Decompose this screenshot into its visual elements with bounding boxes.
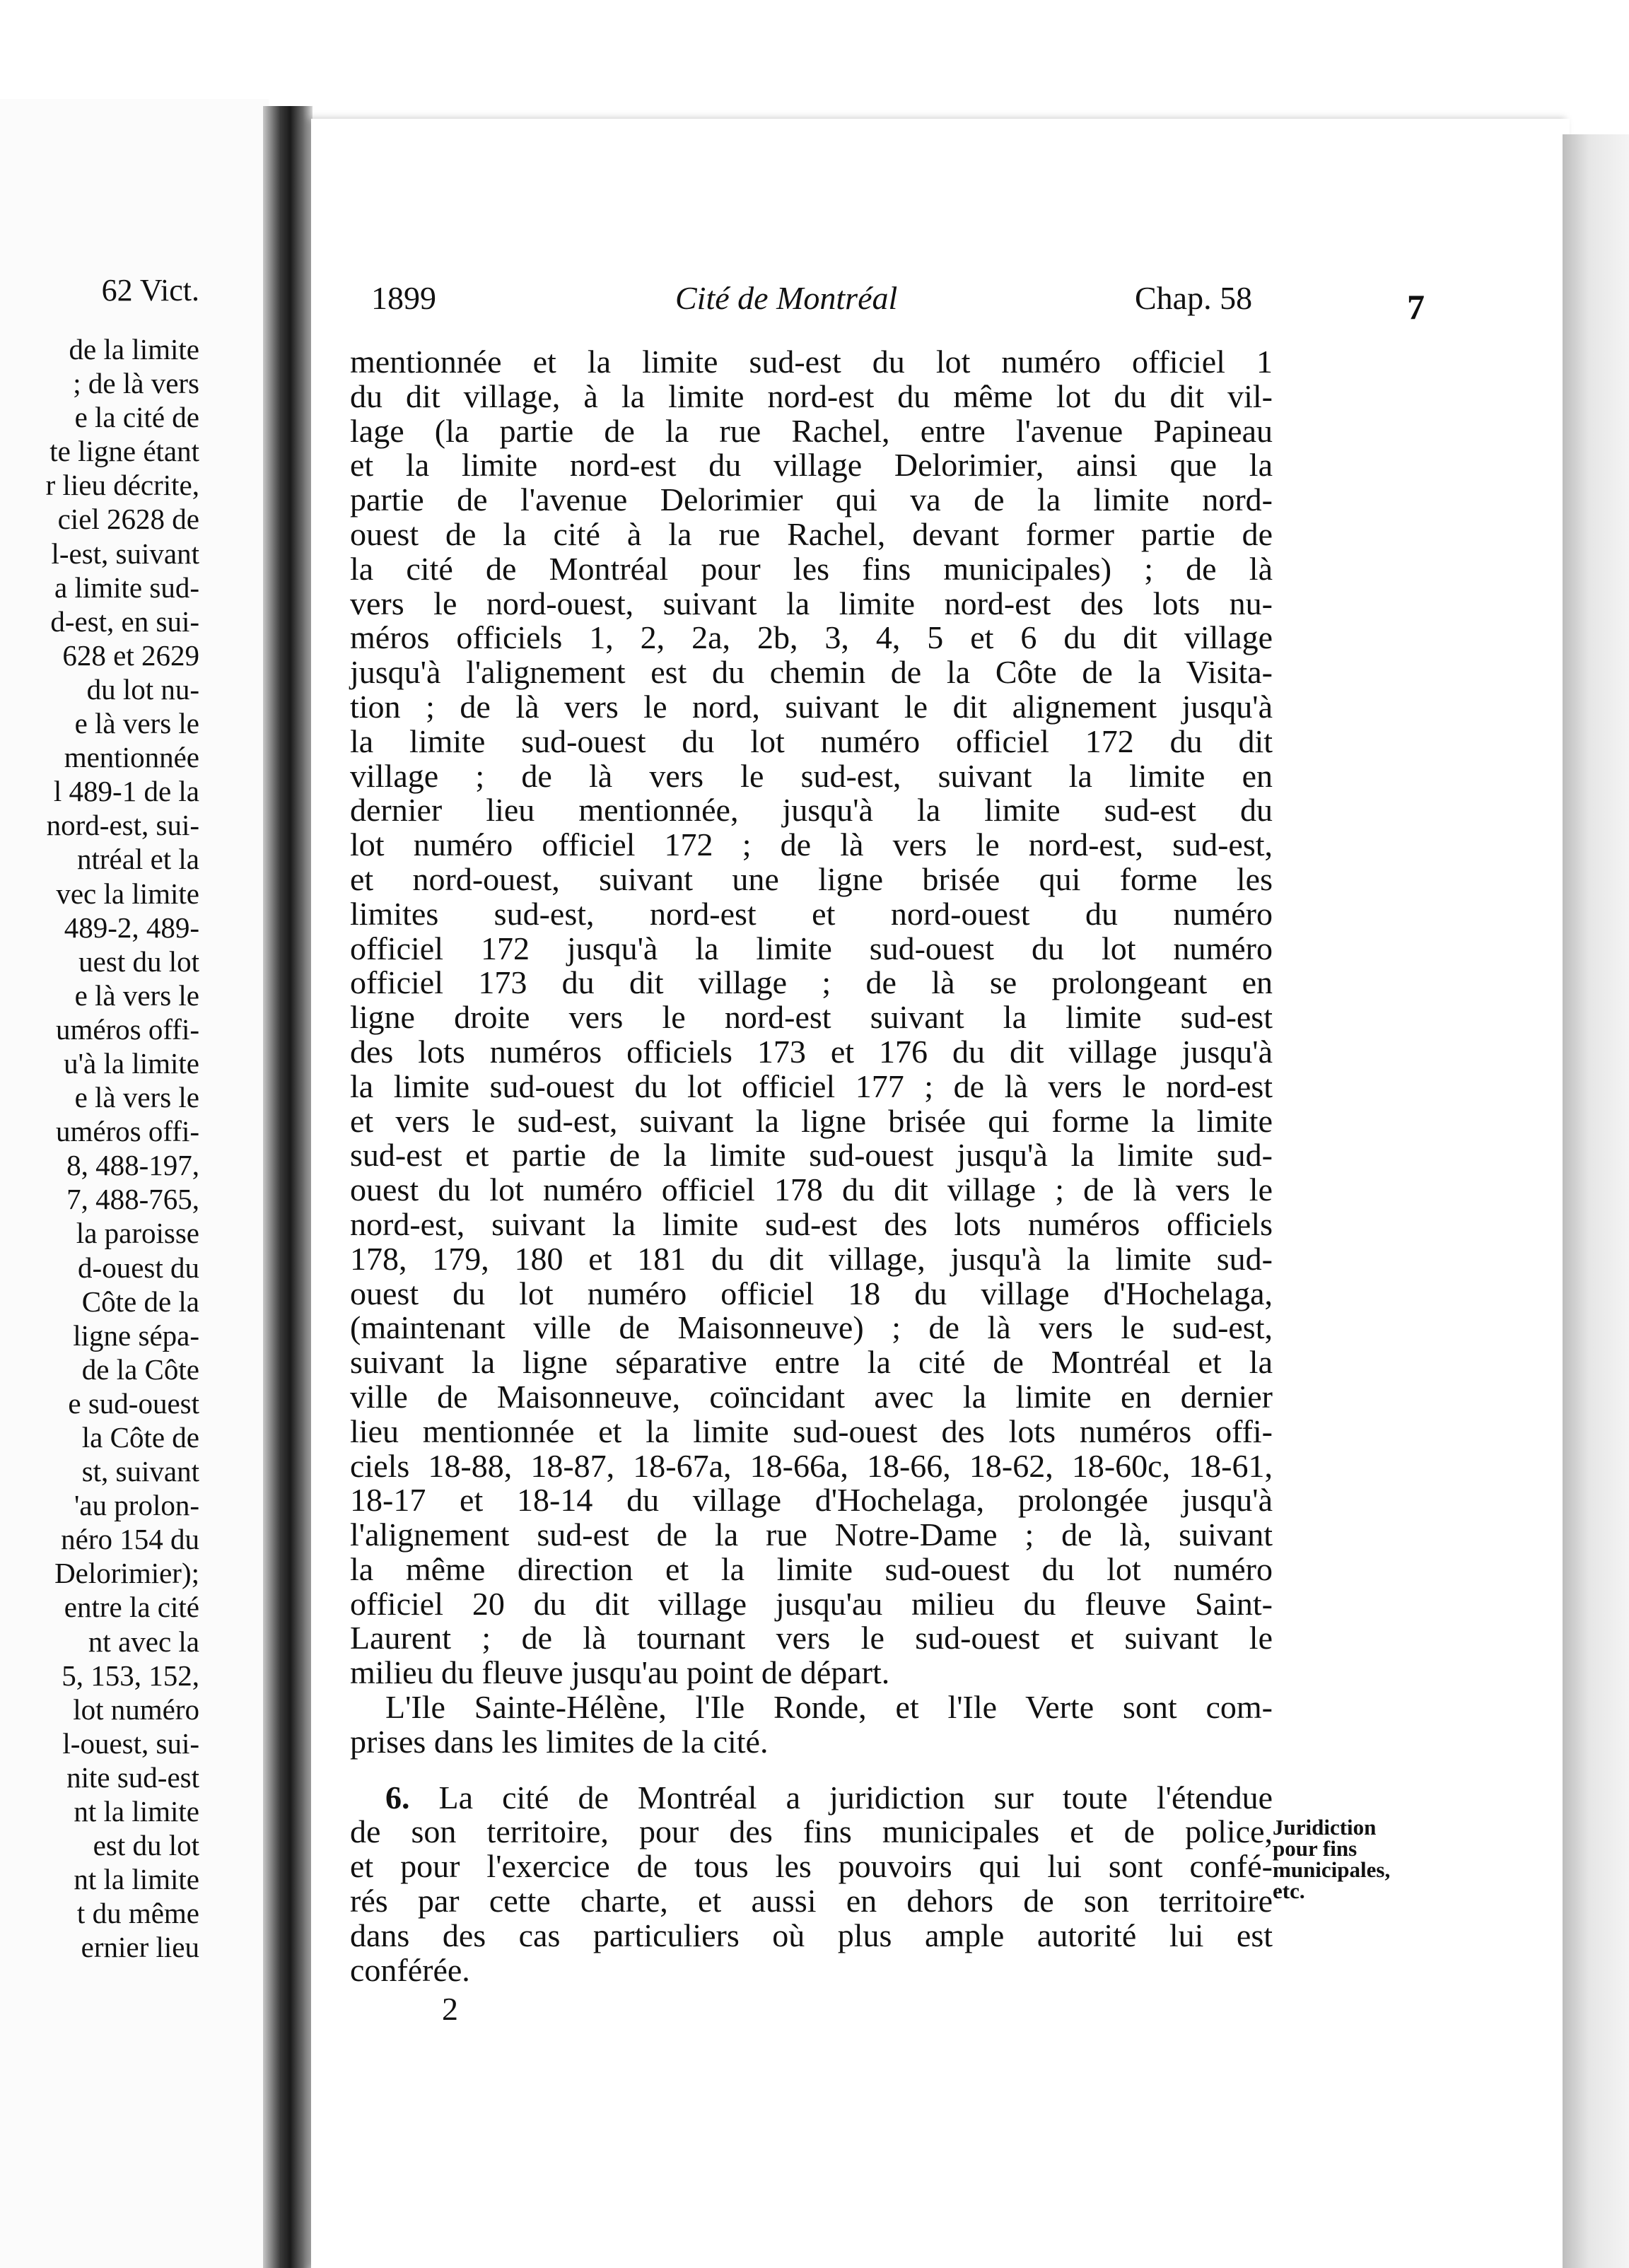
margin-note-line: etc. <box>1273 1878 1305 1903</box>
facing-text-line: lot numéro <box>73 1693 199 1726</box>
facing-text-line: ; de là vers <box>73 367 199 400</box>
facing-text-line: nt la limite <box>74 1795 199 1828</box>
text-line: village ; de là vers le sud-est, suivant la limite en <box>350 757 1273 794</box>
facing-text-line: ligne sépa- <box>73 1319 199 1352</box>
facing-text-line: l-est, suivant <box>51 537 199 570</box>
facing-text-line: la paroisse <box>76 1217 199 1250</box>
running-head <box>371 279 1432 322</box>
facing-text-line: uméros offi- <box>55 1012 199 1046</box>
facing-text-line: a limite sud- <box>54 571 199 604</box>
text-line: et vers le sud-est, suivant la ligne brisée qui forme la limite <box>350 1102 1273 1139</box>
text-line: l'alignement sud-est de la rue Notre-Dame ; de là, suivant <box>350 1516 1273 1553</box>
text-line: officiel 20 du dit village jusqu'au milieu du fleuve Saint- <box>350 1585 1273 1622</box>
text-line: conférée. <box>350 1951 470 1988</box>
facing-page-header: 62 Vict. <box>101 273 199 308</box>
facing-text-line: st, suivant <box>81 1455 199 1488</box>
text-line: des lots numéros officiels 173 et 176 du dit village jusqu'à <box>350 1033 1273 1070</box>
text-line: suivant la ligne séparative entre la cité de Montréal et la <box>350 1344 1273 1381</box>
facing-page <box>0 99 269 2268</box>
facing-text-line: 489-2, 489- <box>64 911 199 944</box>
page-edge <box>1563 134 1629 2268</box>
text-line: méros officiels 1, 2, 2a, 2b, 3, 4, 5 et 6 du dit village <box>350 619 1273 656</box>
page-number: 7 <box>1407 287 1425 327</box>
boundary-paragraph <box>350 345 1273 1690</box>
text-line: dernier lieu mentionnée, jusqu'à la limite sud-est du <box>350 792 1273 829</box>
section-number: 6. <box>385 1779 410 1816</box>
text-line: la cité de Montréal pour les fins municipales) ; de là <box>350 550 1273 587</box>
text-line: dans des cas particuliers où plus ample autorité lui est <box>350 1917 1273 1953</box>
facing-text-line: ntréal et la <box>76 843 199 876</box>
text-line: partie de l'avenue Delorimier qui va de la limite nord- <box>350 481 1273 518</box>
text-line: mentionnée et la limite sud-est du lot numéro officiel 1 <box>350 344 1273 380</box>
margin-note <box>1273 1817 1400 1902</box>
facing-text-line: uméros offi- <box>55 1115 199 1148</box>
facing-text-line: 8, 488-197, <box>66 1149 199 1182</box>
text-line: officiel 172 jusqu'à la limite sud-ouest du lot numéro <box>350 930 1273 966</box>
facing-text-line: ernier lieu <box>81 1931 199 1964</box>
text-line: du dit village, à la limite nord-est du même lot du dit vil- <box>350 378 1273 414</box>
text-line: ville de Maisonneuve, coïncidant avec la limite en dernier <box>350 1378 1273 1415</box>
margin-note-line: Juridiction <box>1273 1815 1377 1840</box>
facing-text-line: de la limite <box>69 333 199 366</box>
text-line: lieu mentionnée et la limite sud-ouest des lots numéros offi- <box>350 1413 1273 1449</box>
text-line: la limite sud-ouest du lot officiel 177 ; de là vers le nord-est <box>350 1068 1273 1104</box>
text-line: ouest de la cité à la rue Rachel, devant former partie de <box>350 515 1273 552</box>
header-year: 1899 <box>371 280 436 316</box>
facing-text-line: d-ouest du <box>78 1251 199 1284</box>
facing-text-line: r lieu décrite, <box>45 469 199 502</box>
signature-mark: 2 <box>442 1991 458 2027</box>
facing-text-line: nord-est, sui- <box>46 809 199 842</box>
text-line: L'Ile Sainte-Hélène, l'Ile Ronde, et l'Ile Verte sont com- <box>385 1689 1273 1726</box>
text-line: rés par cette charte, et aussi en dehors de son territoire <box>350 1883 1273 1919</box>
facing-text-line: 628 et 2629 <box>62 638 199 672</box>
text-line: milieu du fleuve jusqu'au point de départ. <box>350 1654 890 1691</box>
facing-text-line: e là vers le <box>74 978 199 1012</box>
facing-text-line: vec la limite <box>56 877 199 910</box>
section-6-first-line: 6. La cité de Montréal a juridiction sur toute l'étendue <box>385 1779 1273 1816</box>
text-line: limites sud-est, nord-est et nord-ouest du numéro <box>350 895 1273 932</box>
text-line: tion ; de là vers le nord, suivant le dit alignement jusqu'à <box>350 688 1273 725</box>
text-line: 178, 179, 180 et 181 du dit village, jusqu'à la limite sud- <box>350 1240 1273 1277</box>
section-6 <box>350 1781 1273 1988</box>
facing-text-line: d-est, en sui- <box>50 604 199 638</box>
facing-text-line: la Côte de <box>81 1421 199 1454</box>
facing-page-text <box>0 332 199 1965</box>
facing-text-line: ciel 2628 de <box>57 503 199 536</box>
text-line: de son territoire, pour des fins municipales et de police, <box>350 1813 1273 1850</box>
facing-text-line: te ligne étant <box>49 435 199 468</box>
facing-text-line: entre la cité <box>64 1591 199 1624</box>
text-line: la limite sud-ouest du lot numéro officiel 172 du dit <box>350 723 1273 759</box>
facing-text-line: nt la limite <box>74 1863 199 1896</box>
facing-text-line: du lot nu- <box>86 672 199 706</box>
header-chapter: Chap. 58 <box>1135 280 1253 316</box>
margin-note-line: municipales, <box>1273 1857 1391 1882</box>
facing-text-line: e là vers le <box>74 707 199 740</box>
facing-text-line: mentionnée <box>64 741 199 774</box>
facing-text-line: nite sud-est <box>66 1760 199 1794</box>
text-line: la même direction et la limite sud-ouest du lot numéro <box>350 1550 1273 1587</box>
text-line: lage (la partie de la rue Rachel, entre l'avenue Papineau <box>350 412 1273 449</box>
facing-text-line: l 489-1 de la <box>53 775 199 808</box>
text-line: nord-est, suivant la limite sud-est des lots numéros officiels <box>350 1205 1273 1242</box>
header-title: Cité de Montréal <box>675 280 898 316</box>
facing-text-line: Côte de la <box>81 1285 199 1318</box>
text-line: (maintenant ville de Maisonneuve) ; de là vers le sud-est, <box>350 1309 1273 1346</box>
facing-text-line: 7, 488-765, <box>66 1183 199 1216</box>
body-text <box>350 345 1273 1987</box>
facing-text-line: u'à la limite <box>64 1046 199 1080</box>
text-line: et la limite nord-est du village Delorimier, ainsi que la <box>350 447 1273 484</box>
islands-paragraph <box>350 1690 1273 1760</box>
text-line: et nord-ouest, suivant une ligne brisée qui forme les <box>350 860 1273 897</box>
facing-text-line: de la Côte <box>81 1352 199 1386</box>
text-line: ouest du lot numéro officiel 178 du dit village ; de là vers le <box>350 1171 1273 1208</box>
text-line: ciels 18-88, 18-87, 18-67a, 18-66a, 18-66, 18-62, 18-60c, 18-61, <box>350 1447 1273 1484</box>
text-line: jusqu'à l'alignement est du chemin de la Côte de la Visita- <box>350 654 1273 691</box>
facing-text-line: t du même <box>76 1897 199 1930</box>
facing-text-line: l-ouest, sui- <box>62 1726 199 1760</box>
text-line: 18-17 et 18-14 du village d'Hochelaga, prolongée jusqu'à <box>350 1482 1273 1519</box>
facing-text-line: e sud-ouest <box>68 1386 199 1420</box>
facing-text-line: e là vers le <box>74 1081 199 1114</box>
facing-text-line: néro 154 du <box>61 1523 199 1556</box>
facing-text-line: e la cité de <box>74 401 199 434</box>
text-line: ligne droite vers le nord-est suivant la limite sud-est <box>350 999 1273 1036</box>
facing-text-line: nt avec la <box>88 1625 199 1658</box>
text-line: sud-est et partie de la limite sud-ouest jusqu'à la limite sud- <box>350 1137 1273 1174</box>
text-line: lot numéro officiel 172 ; de là vers le nord-est, sud-est, <box>350 826 1273 863</box>
text-line: ouest du lot numéro officiel 18 du village d'Hochelaga, <box>350 1275 1273 1311</box>
facing-text-line: est du lot <box>93 1829 199 1862</box>
facing-text-line: uest du lot <box>78 945 199 978</box>
text-line: vers le nord-ouest, suivant la limite nord-est des lots nu- <box>350 585 1273 621</box>
facing-text-line: Delorimier); <box>54 1557 199 1590</box>
text-line: prises dans les limites de la cité. <box>350 1723 769 1760</box>
text-line: Laurent ; de là tournant vers le sud-ouest et suivant le <box>350 1620 1273 1656</box>
text-line: officiel 173 du dit village ; de là se prolongeant en <box>350 964 1273 1001</box>
text-line: et pour l'exercice de tous les pouvoirs qui lui sont confé- <box>350 1848 1273 1885</box>
book-gutter <box>263 106 313 2268</box>
facing-text-line: 5, 153, 152, <box>62 1659 199 1692</box>
facing-text-line: 'au prolon- <box>74 1489 199 1522</box>
margin-note-line: pour fins <box>1273 1836 1358 1861</box>
